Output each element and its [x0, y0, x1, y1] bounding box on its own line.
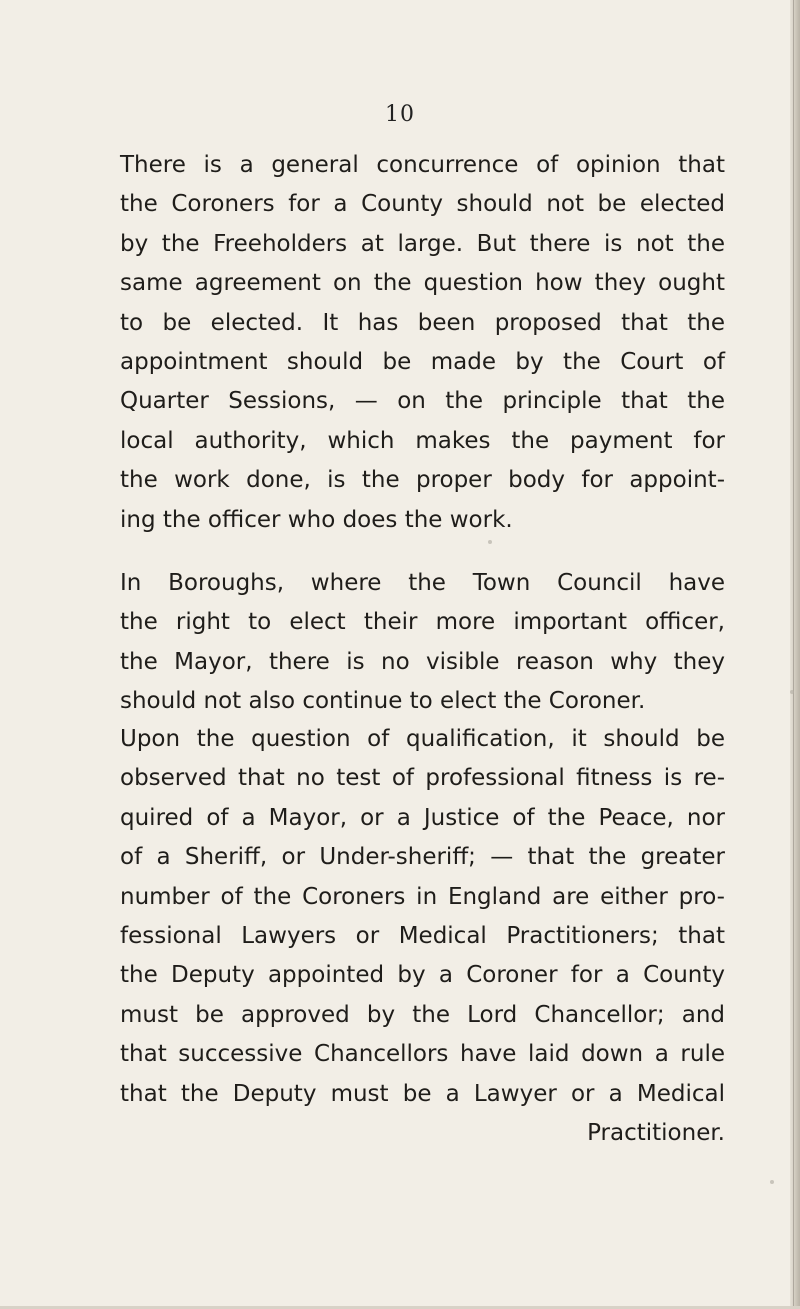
text-line: There is a general concurrence of opinion that: [120, 152, 725, 178]
text-line: the right to elect their more important officer,: [120, 609, 725, 636]
text-line: ing the officer who does the work.: [120, 506, 513, 533]
text-line: number of the Coroners in England are either pro-: [120, 883, 725, 910]
page-edge-shadow: [790, 0, 800, 1309]
text-line: by the Freeholders at large. But there is not the: [120, 230, 725, 257]
text-line: the Deputy appointed by a Coroner for a County: [120, 962, 725, 989]
paragraph-coroner-election: [120, 146, 725, 540]
text-line: Practitioner.: [587, 1120, 725, 1147]
text-line: that successive Chancellors have laid down a rule: [120, 1041, 725, 1068]
page-number: 10: [385, 102, 415, 127]
text-line: that the Deputy must be a Lawyer or a Medical: [120, 1080, 725, 1107]
text-line: the work done, is the proper body for appoint-: [120, 467, 725, 494]
paper-speck: [790, 690, 794, 694]
text-line: of a Sheriff, or Under-sheriff; — that the greater: [120, 844, 725, 871]
text-line: observed that no test of professional fitness is re-: [120, 765, 725, 792]
text-line: should not also continue to elect the Coroner.: [120, 688, 646, 715]
text-line: Upon the question of qualification, it should be: [120, 726, 725, 752]
text-line: the Coroners for a County should not be elected: [120, 191, 725, 218]
text-line: appointment should be made by the Court of: [120, 349, 725, 376]
text-line: must be approved by the Lord Chancellor; and: [120, 1001, 725, 1028]
paragraph-boroughs: [120, 564, 725, 722]
text-line: same agreement on the question how they ought: [120, 270, 725, 297]
text-line: Quarter Sessions, — on the principle that the: [120, 388, 725, 415]
text-line: fessional Lawyers or Medical Practitioners; that: [120, 923, 725, 950]
text-line: to be elected. It has been proposed that the: [120, 309, 725, 336]
text-line: quired of a Mayor, or a Justice of the Peace, nor: [120, 804, 725, 831]
paper-speck: [488, 540, 492, 544]
text-line: In Boroughs, where the Town Council have: [120, 570, 725, 596]
paragraph-qualification: [120, 720, 725, 1153]
page-edge-line: [793, 0, 794, 1309]
text-line: local authority, which makes the payment for: [120, 427, 725, 454]
paper-speck: [770, 1180, 774, 1184]
text-line: the Mayor, there is no visible reason why they: [120, 648, 725, 675]
